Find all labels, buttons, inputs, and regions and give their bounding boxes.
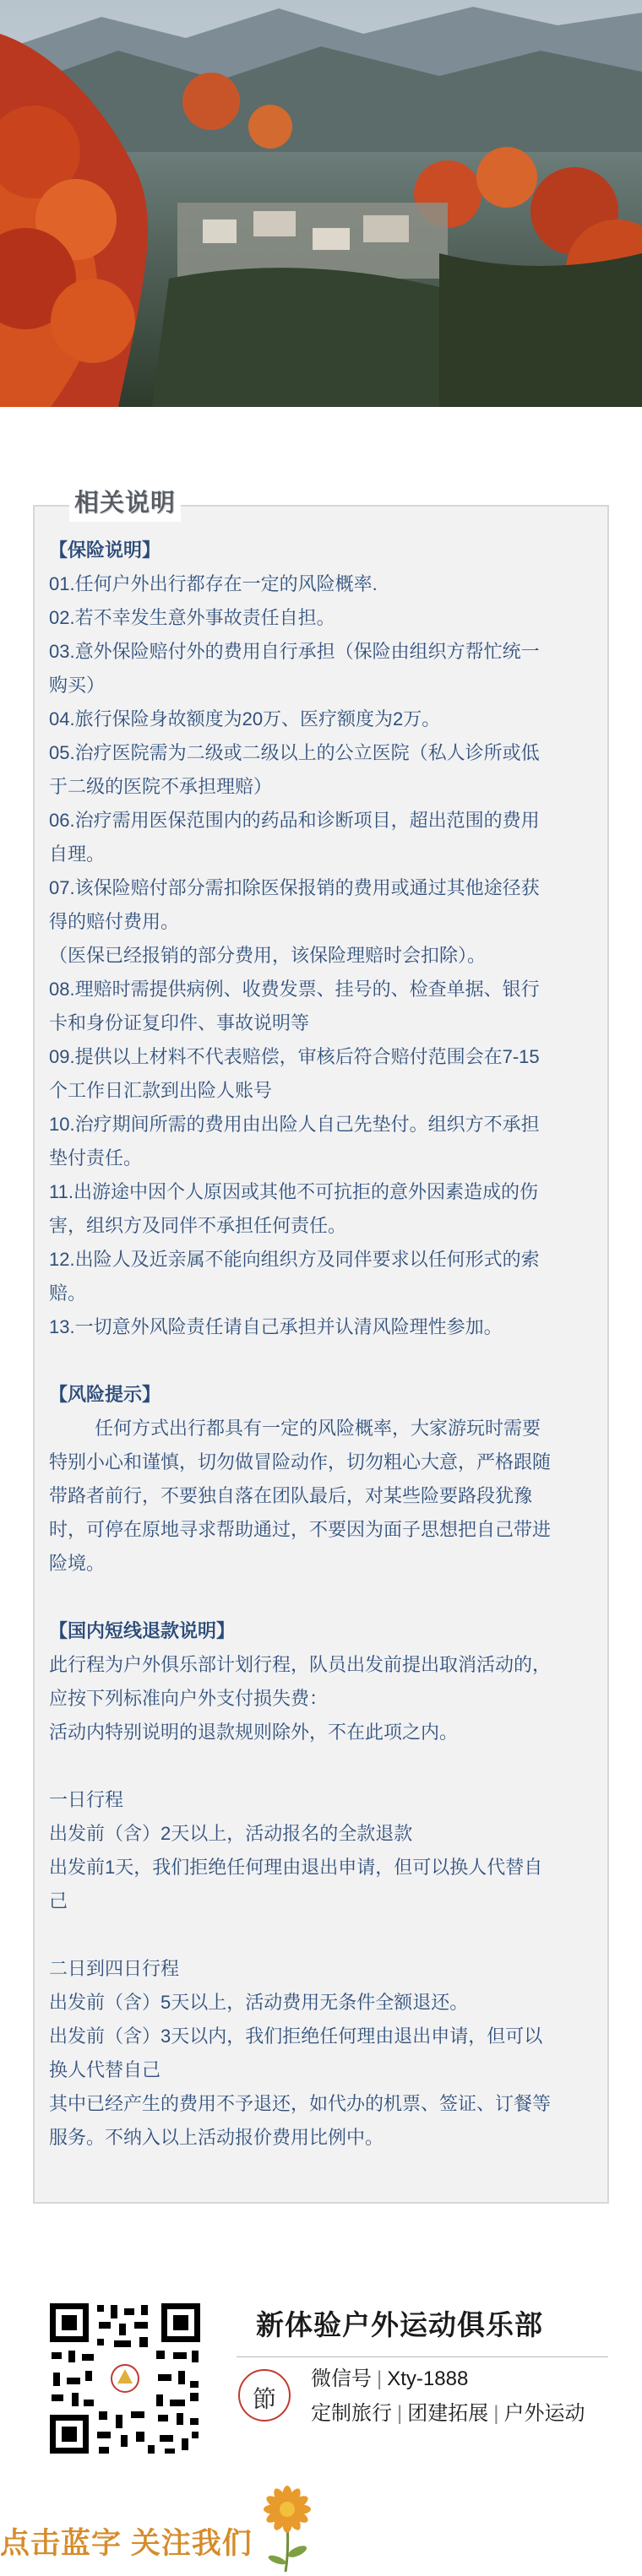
insurance-line: 09.提供以上材料不代表赔偿，审核后符合赔付范围会在7-15 bbox=[49, 1046, 540, 1067]
insurance-line: 12.出险人及近亲属不能向组织方及同伴要求以任何形式的索 bbox=[49, 1249, 540, 1270]
refund-line: 二日到四日行程 bbox=[49, 1958, 180, 1979]
risk-line: 任何方式出行都具有一定的风险概率，大家游玩时需要 bbox=[95, 1418, 541, 1439]
wechat-info bbox=[311, 2362, 468, 2391]
risk-line: 特别小心和谨慎，切勿做冒险动作，切勿粗心大意，严格跟随 bbox=[49, 1451, 552, 1472]
refund-line: 一日行程 bbox=[49, 1789, 124, 1810]
insurance-line: 自理。 bbox=[49, 843, 106, 865]
refund-line: 活动内特别说明的退款规则除外，不在此项之内。 bbox=[49, 1722, 459, 1743]
spacer bbox=[49, 1749, 590, 1783]
refund-line: 此行程为户外俱乐部计划行程，队员出发前提出取消活动的， bbox=[49, 1654, 552, 1675]
panel-content bbox=[49, 534, 590, 2155]
refund-line: 己 bbox=[49, 1890, 68, 1912]
refund-line: 服务。不纳入以上活动报价费用比例中。 bbox=[49, 2127, 384, 2148]
logo-character: 節 bbox=[252, 2385, 276, 2413]
section-heading-risk: 【风险提示】 bbox=[49, 1384, 161, 1405]
qr-code-icon[interactable] bbox=[46, 2300, 204, 2457]
refund-line: 出发前（含）2天以上，活动报名的全款退款 bbox=[49, 1823, 413, 1844]
insurance-line: 个工作日汇款到出险人账号 bbox=[49, 1080, 273, 1101]
section-heading-refund: 【国内短线退款说明】 bbox=[49, 1620, 236, 1641]
spacer bbox=[49, 1918, 590, 1952]
service-item: 定制旅行 bbox=[311, 2402, 392, 2425]
risk-line: 险境。 bbox=[49, 1553, 106, 1574]
risk-line: 时，可停在原地寻求帮助通过，不要因为面子思想把自己带进 bbox=[49, 1519, 552, 1540]
follow-us-link[interactable]: 点击蓝字 关注我们 bbox=[0, 2527, 253, 2560]
insurance-line: 05.治疗医院需为二级或二级以上的公立医院（私人诊所或低 bbox=[49, 742, 540, 763]
insurance-line: 11.出游途中因个人原因或其他不可抗拒的意外因素造成的伤 bbox=[49, 1181, 538, 1202]
insurance-line: 10.治疗期间所需的费用由出险人自己先垫付。组织方不承担 bbox=[49, 1114, 540, 1135]
insurance-line: 购买） bbox=[49, 675, 106, 696]
insurance-line: 于二级的医院不承担理赔） bbox=[49, 776, 273, 797]
refund-line: 出发前1天，我们拒绝任何理由退出申请，但可以换人代替自 bbox=[49, 1857, 543, 1878]
spacer bbox=[49, 1581, 590, 1614]
insurance-line: （医保已经报销的部分费用，该保险理赔时会扣除）。 bbox=[49, 945, 487, 966]
wechat-label: 微信号 bbox=[311, 2367, 372, 2390]
insurance-line: 04.旅行保险身故额度为20万、医疗额度为2万。 bbox=[49, 708, 441, 729]
hero-photo bbox=[0, 0, 642, 407]
service-item: 团建拓展 bbox=[407, 2402, 489, 2425]
chrysanthemum-icon bbox=[253, 2482, 321, 2572]
refund-line: 换人代替自己 bbox=[49, 2059, 161, 2080]
refund-line: 其中已经产生的费用不予退还，如代办的机票、签证、订餐等 bbox=[49, 2093, 552, 2114]
insurance-line: 害，组织方及同伴不承担任何责任。 bbox=[49, 1215, 347, 1236]
divider bbox=[237, 2356, 608, 2357]
club-name: 新体验户外运动俱乐部 bbox=[256, 2309, 543, 2340]
insurance-line: 卡和身份证复印件、事故说明等 bbox=[49, 1012, 310, 1033]
insurance-line: 01.任何户外出行都存在一定的风险概率. bbox=[49, 573, 378, 594]
insurance-line: 13.一切意外风险责任请自己承担并认清风险理性参加。 bbox=[49, 1316, 503, 1337]
insurance-line: 07.该保险赔付部分需扣除医保报销的费用或通过其他途径获 bbox=[49, 877, 540, 898]
refund-line: 应按下列标准向户外支付损失费： bbox=[49, 1688, 329, 1709]
refund-line: 出发前（含）3天以内，我们拒绝任何理由退出申请，但可以 bbox=[49, 2026, 543, 2047]
insurance-line: 赔。 bbox=[49, 1283, 87, 1304]
autumn-landscape-illustration bbox=[0, 0, 642, 407]
club-logo bbox=[238, 2369, 291, 2421]
wechat-id: Xty-1888 bbox=[387, 2367, 469, 2390]
service-item: 户外运动 bbox=[503, 2402, 585, 2425]
risk-line: 带路者前行，不要独自落在团队最后，对某些险要路段犹豫 bbox=[49, 1485, 533, 1506]
spacer bbox=[49, 1344, 590, 1378]
services-info bbox=[311, 2396, 585, 2426]
insurance-line: 垫付责任。 bbox=[49, 1147, 143, 1169]
separator: | bbox=[377, 2367, 383, 2390]
panel-title: 相关说明 bbox=[69, 485, 181, 522]
separator: | bbox=[397, 2402, 403, 2425]
refund-line: 出发前（含）5天以上，活动费用无条件全额退还。 bbox=[49, 1992, 469, 2013]
separator: | bbox=[493, 2402, 499, 2425]
insurance-line: 06.治疗需用医保范围内的药品和诊断项目，超出范围的费用 bbox=[49, 810, 540, 831]
insurance-line: 得的赔付费用。 bbox=[49, 911, 180, 932]
insurance-line: 08.理赔时需提供病例、收费发票、挂号的、检查单据、银行 bbox=[49, 979, 540, 1000]
insurance-line: 03.意外保险赔付外的费用自行承担（保险由组织方帮忙统一 bbox=[49, 641, 540, 662]
insurance-line: 02.若不幸发生意外事故责任自担。 bbox=[49, 607, 335, 628]
section-heading-insurance: 【保险说明】 bbox=[49, 540, 161, 561]
